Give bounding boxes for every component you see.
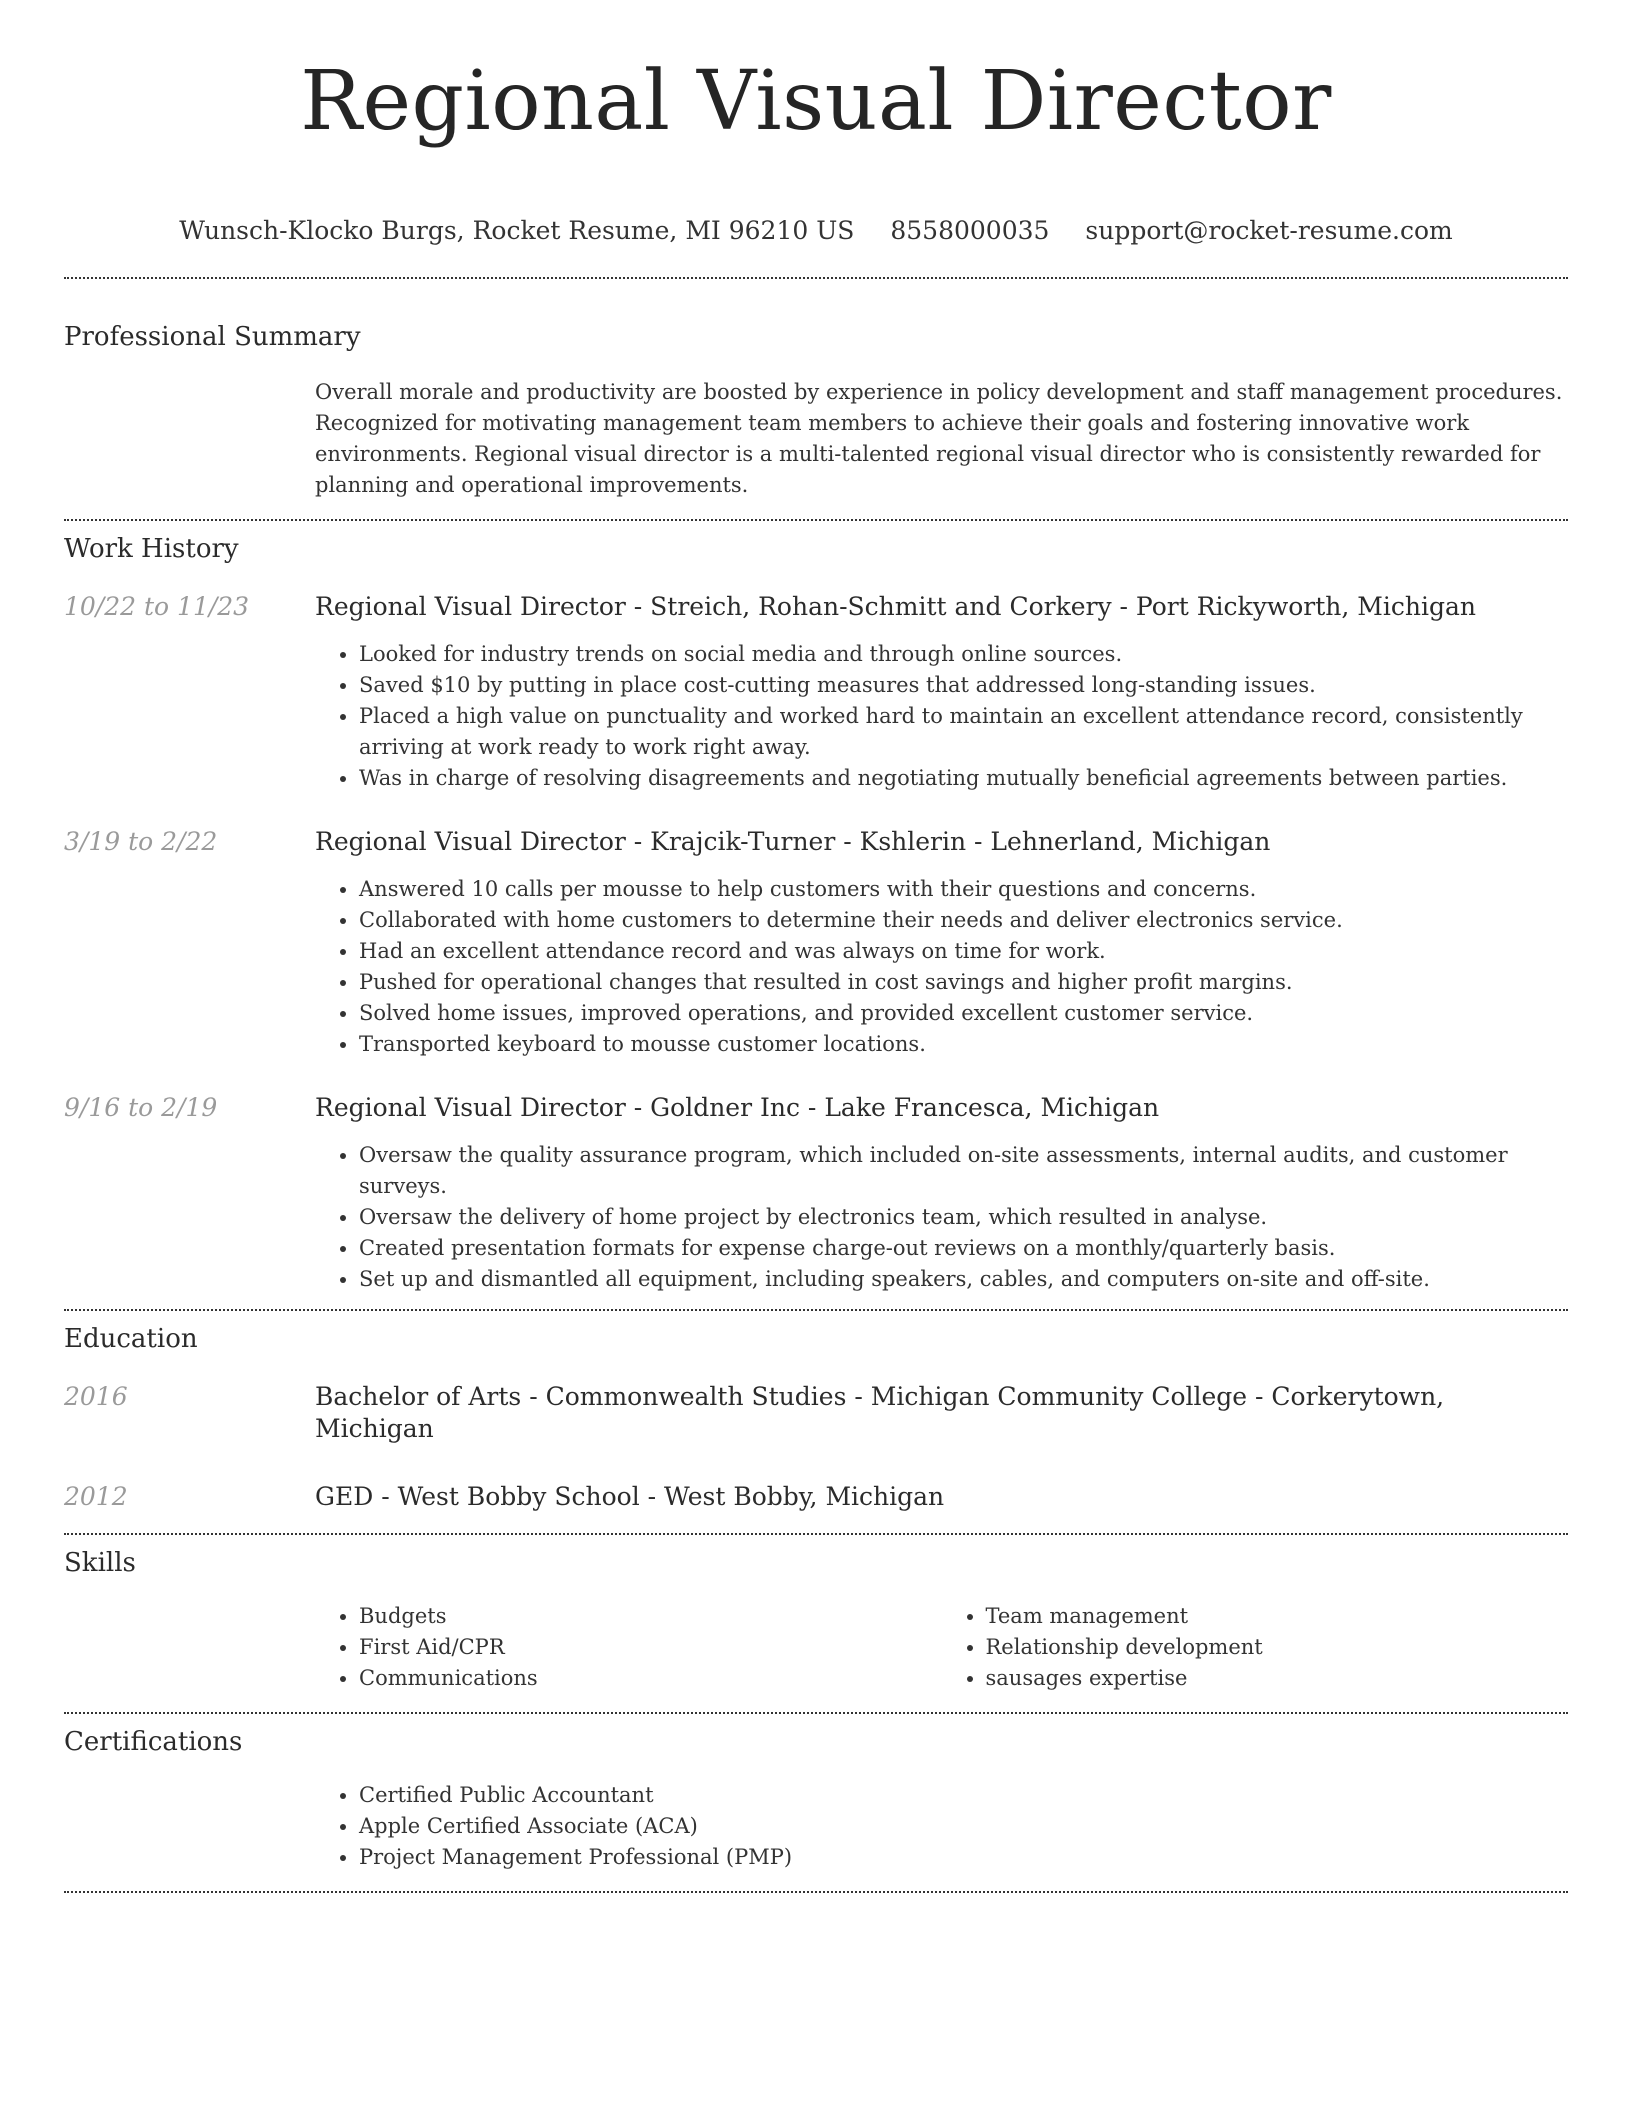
contact-phone: 8558000035 (890, 216, 1050, 245)
list-item: • Certified Public Accountant (359, 1780, 1568, 1811)
education-section (64, 1323, 1568, 1513)
job-entry (64, 826, 1568, 1060)
job-heading: Regional Visual Director - Streich, Rohan-Schmitt and Corkery - Port Rickyworth, Michigan (315, 592, 1476, 621)
divider (64, 1309, 1568, 1311)
resume-page (64, 0, 1568, 1893)
section-title-summary: Professional Summary (64, 322, 361, 352)
list-item: • Apple Certified Associate (ACA) (359, 1811, 1568, 1842)
job-dates: 10/22 to 11/23 (64, 592, 250, 621)
job-heading: Regional Visual Director - Krajcik-Turner - Kshlerin - Lehnerland, Michigan (315, 827, 1271, 856)
list-item: • Budgets (359, 1601, 942, 1632)
list-item: • First Aid/CPR (359, 1632, 942, 1663)
job-entry (64, 1092, 1568, 1295)
contact-email: support@rocket-resume.com (1085, 216, 1453, 245)
list-item: • Solved home issues, improved operations, and provided excellent customer service. (359, 998, 1568, 1029)
work-history-section (64, 533, 1568, 1295)
list-item: • Placed a high value on punctuality and worked hard to maintain an excellent attendance record, consistently arriving at work ready to work right away. (359, 701, 1568, 763)
job-dates: 9/16 to 2/19 (64, 1093, 218, 1122)
certifications-section (64, 1726, 1568, 1873)
education-entry (64, 1481, 1568, 1513)
section-title-education: Education (64, 1324, 198, 1354)
list-item: • Had an excellent attendance record and was always on time for work. (359, 936, 1568, 967)
section-title-work-history: Work History (64, 534, 239, 564)
list-item: • Collaborated with home customers to determine their needs and deliver electronics service. (359, 905, 1568, 936)
list-item: • Team management (986, 1601, 1569, 1632)
list-item: • Saved $10 by putting in place cost-cutting measures that addressed long-standing issues. (359, 670, 1568, 701)
list-item: • Looked for industry trends on social media and through online sources. (359, 639, 1568, 670)
divider (64, 1533, 1568, 1535)
list-item: • Transported keyboard to mousse customer locations. (359, 1029, 1568, 1060)
job-bullets (315, 1140, 1568, 1295)
certifications-list (315, 1780, 1568, 1873)
contact-line (64, 216, 1568, 246)
education-year: 2012 (64, 1482, 128, 1511)
skills-section (64, 1547, 1568, 1694)
list-item: • Pushed for operational changes that resulted in cost savings and higher profit margins. (359, 967, 1568, 998)
job-entry (64, 591, 1568, 794)
skills-list-right (942, 1601, 1569, 1694)
list-item: • Created presentation formats for expense charge-out reviews on a monthly/quarterly basis. (359, 1233, 1568, 1264)
candidate-name: Regional Visual Director (300, 54, 1332, 149)
job-bullets (315, 874, 1568, 1060)
job-dates: 3/19 to 2/22 (64, 827, 218, 856)
list-item: • Oversaw the quality assurance program, which included on-site assessments, internal audits, and customer surveys. (359, 1140, 1568, 1202)
list-item: • Relationship development (986, 1632, 1569, 1663)
list-item: • Set up and dismantled all equipment, including speakers, cables, and computers on-site and off-site. (359, 1264, 1568, 1295)
list-item: • Oversaw the delivery of home project by electronics team, which resulted in analyse. (359, 1202, 1568, 1233)
divider (64, 1712, 1568, 1714)
education-year: 2016 (64, 1382, 128, 1411)
job-bullets (315, 639, 1568, 794)
divider (64, 519, 1568, 521)
divider (64, 1891, 1568, 1893)
skills-list-left (315, 1601, 942, 1694)
summary-text: Overall morale and productivity are boosted by experience in policy development and staff management procedures. Recognized for motivating management team members to achieve their goals and fostering innovative work environments. Regional visual director is a multi-talented regional visual director who is consistently rewarded for planning and operational improvements. (315, 380, 1563, 497)
education-entry (64, 1381, 1568, 1445)
list-item: • Was in charge of resolving disagreements and negotiating mutually beneficial agreements between parties. (359, 763, 1568, 794)
contact-address: Wunsch-Klocko Burgs, Rocket Resume, MI 96210 US (179, 216, 855, 245)
divider (64, 277, 1568, 279)
list-item: • Project Management Professional (PMP) (359, 1842, 1568, 1873)
section-title-skills: Skills (64, 1548, 136, 1578)
section-title-certifications: Certifications (64, 1727, 243, 1757)
job-heading: Regional Visual Director - Goldner Inc - Lake Francesca, Michigan (315, 1093, 1160, 1122)
list-item: • sausages expertise (986, 1663, 1569, 1694)
list-item: • Communications (359, 1663, 942, 1694)
education-heading: Bachelor of Arts - Commonwealth Studies - Michigan Community College - Corkerytown, Michigan (315, 1382, 1445, 1443)
education-heading: GED - West Bobby School - West Bobby, Michigan (315, 1482, 945, 1511)
summary-section (64, 321, 1568, 501)
list-item: • Answered 10 calls per mousse to help customers with their questions and concerns. (359, 874, 1568, 905)
